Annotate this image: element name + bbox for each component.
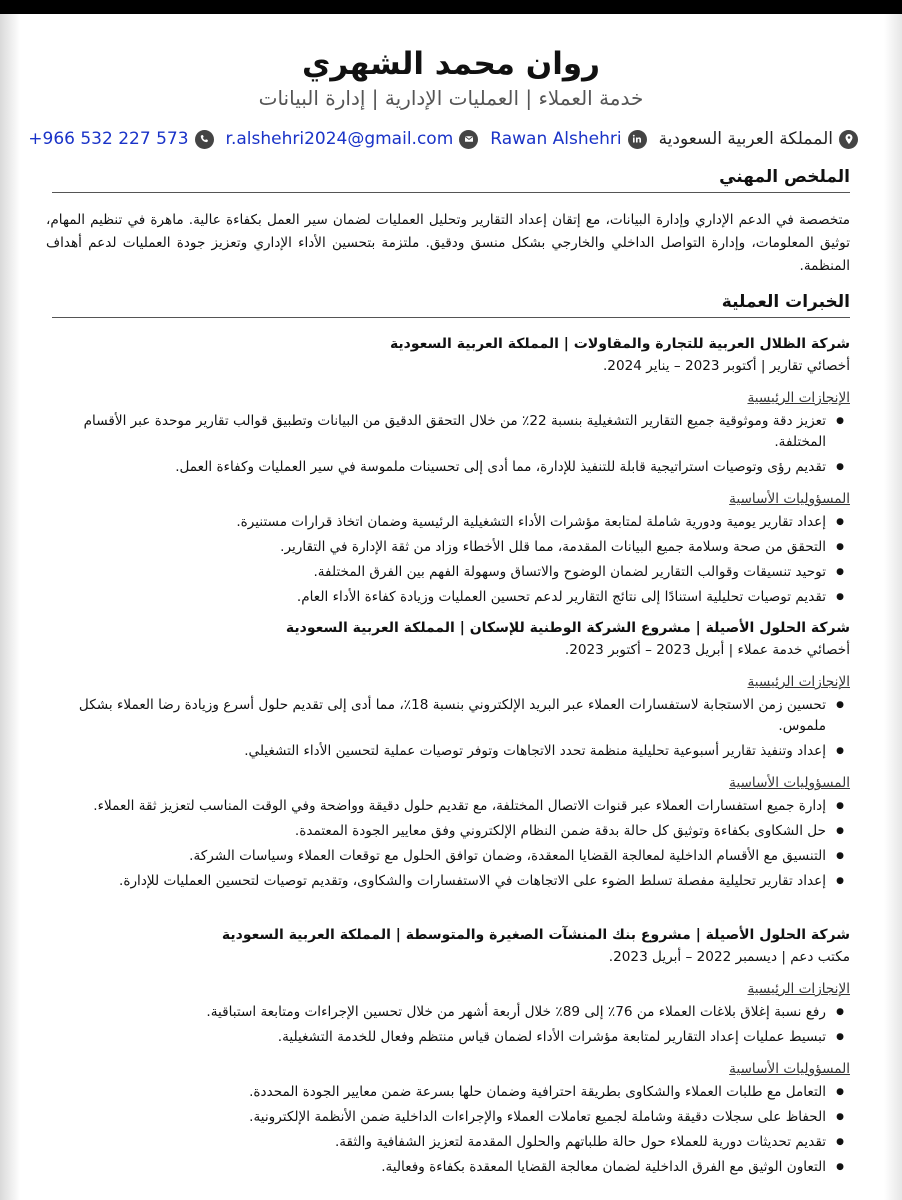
achievements-list xyxy=(44,411,850,478)
candidate-name: روان محمد الشهري xyxy=(302,46,600,82)
achievements-label: الإنجازات الرئيسية xyxy=(747,390,850,406)
list-item: ● التعاون الوثيق مع الفرق الداخلية لضمان معالجة القضايا المعقدة بكفاءة وفعالية. xyxy=(44,1157,826,1178)
responsibilities-label: المسؤوليات الأساسية xyxy=(729,775,850,791)
list-item: ● تحسين زمن الاستجابة لاستفسارات العملاء عبر البريد الإلكتروني بنسبة 18٪، مما أدى إلى تقديم حلول أسرع وزيادة رضا العملاء بشكل ملموس. xyxy=(44,695,826,737)
responsibilities-list xyxy=(44,796,850,892)
list-item: ● التحقق من صحة وسلامة جميع البيانات المقدمة، مما قلل الأخطاء وزاد من ثقة الإدارة في التقارير. xyxy=(44,537,826,558)
experience-heading: الخبرات العملية xyxy=(52,292,850,318)
list-item: ● إعداد تقارير يومية ودورية شاملة لمتابعة مؤشرات الأداء التشغيلية الرئيسية وضمان اتخاذ قرارات مستنيرة. xyxy=(44,512,826,533)
contact-linkedin-link[interactable]: Rawan Alshehri xyxy=(490,129,622,149)
job-entry xyxy=(44,333,850,612)
job-company: شركة الظلال العربية للتجارة والمقاولات | المملكة العربية السعودية xyxy=(389,336,850,352)
email-icon xyxy=(459,130,478,149)
responsibilities-label: المسؤوليات الأساسية xyxy=(729,1061,850,1077)
phone-icon xyxy=(195,130,214,149)
summary-text: متخصصة في الدعم الإداري وإدارة البيانات، مع إتقان إعداد التقارير وتحليل العمليات لضمان سير العمل بكفاءة عالية. ماهرة في تنظيم المهام، توثيق المعلومات، وإدارة التواصل الداخلي والخارجي بشكل منسق ودقيق. ملتزمة بتحسين الأداء الإداري وتعزيز جودة العمليات لدعم أهداف المنظمة. xyxy=(46,212,850,274)
list-item: ● إعداد وتنفيذ تقارير أسبوعية تحليلية منظمة تحدد الاتجاهات وتوفر توصيات عملية لتحسين الأداء التشغيلي. xyxy=(44,741,826,762)
page-edge-shadow-right xyxy=(884,14,902,1200)
list-item: ● إدارة جميع استفسارات العملاء عبر قنوات الاتصال المختلفة، مع تقديم حلول دقيقة وواضحة وفي الوقت المناسب لتعزيز ثقة العملاء. xyxy=(44,796,826,817)
list-item: ● التنسيق مع الأقسام الداخلية لمعالجة القضايا المعقدة، وضمان توافق الحلول مع توقعات العملاء وسياسات الشركة. xyxy=(44,846,826,867)
linkedin-icon xyxy=(628,130,647,149)
list-item: ● تقديم تحديثات دورية للعملاء حول حالة طلباتهم والحلول المقدمة لتعزيز الشفافية والثقة. xyxy=(44,1132,826,1153)
list-item: ● إعداد تقارير تحليلية مفصلة تسلط الضوء على الاتجاهات في الاستفسارات والشكاوى، وتقديم توصيات لتحسين العمليات للإدارة. xyxy=(44,871,826,892)
contact-phone-link[interactable]: +966 532 227 573 xyxy=(28,129,189,149)
list-item: ● تقديم رؤى وتوصيات استراتيجية قابلة للتنفيذ للإدارة، مما أدى إلى تحسينات ملموسة في سير العمليات وكفاءة العمل. xyxy=(44,457,826,478)
list-item: ● توحيد تنسيقات وقوالب التقارير لضمان الوضوح والاتساق وسهولة الفهم بين الفرق المختلفة. xyxy=(44,562,826,583)
achievements-list xyxy=(44,1002,850,1048)
list-item: ● التعامل مع طلبات العملاء والشكاوى بطريقة احترافية وضمان حلها بسرعة ضمن معايير الجودة المحددة. xyxy=(44,1082,826,1103)
list-item: ● الحفاظ على سجلات دقيقة وشاملة لجميع تعاملات العملاء والإجراءات الداخلية ضمن الأنظمة الإلكترونية. xyxy=(44,1107,826,1128)
list-item: ● تقديم توصيات تحليلية استنادًا إلى نتائج التقارير لدعم تحسين العمليات وزيادة كفاءة الأداء العام. xyxy=(44,587,826,608)
list-item: ● تبسيط عمليات إعداد التقارير لمتابعة مؤشرات الأداء لضمان قياس منتظم وفعال للخدمة التشغيلية. xyxy=(44,1027,826,1048)
list-item: ● رفع نسبة إغلاق بلاغات العملاء من 76٪ إلى 89٪ خلال أربعة أشهر من خلال تحسين الإجراءات ومتابعة استباقية. xyxy=(44,1002,826,1023)
job-role: أخصائي خدمة عملاء | أبريل 2023 – أكتوبر 2023. xyxy=(564,642,850,658)
location-pin-icon xyxy=(839,130,858,149)
contact-bar xyxy=(28,126,858,152)
responsibilities-label: المسؤوليات الأساسية xyxy=(729,491,850,507)
job-company: شركة الحلول الأصيلة | مشروع الشركة الوطنية للإسكان | المملكة العربية السعودية xyxy=(285,620,850,636)
page-edge-shadow-left xyxy=(0,14,20,1200)
candidate-subtitle: خدمة العملاء | العمليات الإدارية | إدارة البيانات xyxy=(258,86,644,110)
job-company: شركة الحلول الأصيلة | مشروع بنك المنشآت الصغيرة والمتوسطة | المملكة العربية السعودية xyxy=(221,927,850,943)
top-frame-bar xyxy=(0,0,902,14)
job-entry xyxy=(44,617,850,896)
contact-location: المملكة العربية السعودية xyxy=(658,129,833,149)
achievements-list xyxy=(44,695,850,762)
list-item: ● حل الشكاوى بكفاءة وتوثيق كل حالة بدقة ضمن النظام الإلكتروني وفق معايير الجودة المعتمدة. xyxy=(44,821,826,842)
summary-heading: الملخص المهني xyxy=(52,167,850,193)
responsibilities-list xyxy=(44,1082,850,1178)
achievements-label: الإنجازات الرئيسية xyxy=(747,981,850,997)
responsibilities-list xyxy=(44,512,850,608)
job-role: مكتب دعم | ديسمبر 2022 – أبريل 2023. xyxy=(608,949,850,965)
job-entry xyxy=(44,924,850,1182)
job-role: أخصائي تقارير | أكتوبر 2023 – يناير 2024. xyxy=(602,358,850,374)
contact-email-link[interactable]: r.alshehri2024@gmail.com xyxy=(225,129,454,149)
list-item: ● تعزيز دقة وموثوقية جميع التقارير التشغيلية بنسبة 22٪ من خلال التحقق الدقيق من البيانات وتطبيق قوالب تقارير موحدة عبر الأقسام المختلفة. xyxy=(44,411,826,453)
achievements-label: الإنجازات الرئيسية xyxy=(747,674,850,690)
